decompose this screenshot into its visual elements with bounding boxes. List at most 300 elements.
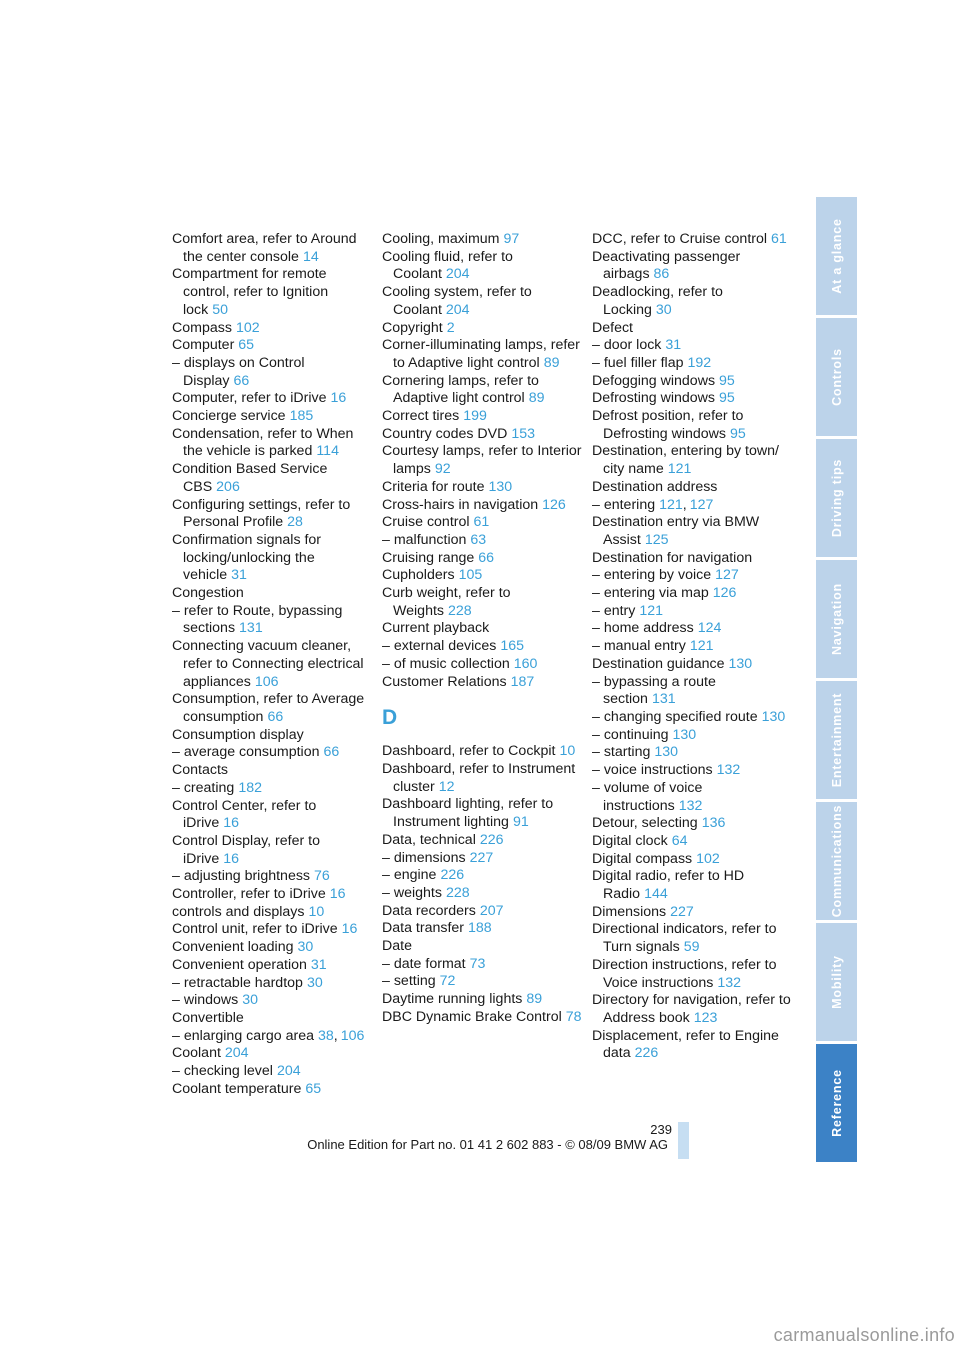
page-link[interactable]: 102 [235, 319, 260, 336]
index-entry-text: Configuring settings, refer to Personal Profile [172, 496, 351, 531]
index-entry-text: Corner-illuminating lamps, refer to Adaptive light control [382, 337, 580, 371]
index-entry [382, 920, 582, 938]
page-link[interactable]: 31 [665, 337, 682, 354]
tab-mobility[interactable] [816, 923, 857, 1041]
page-link[interactable]: 130 [761, 708, 786, 725]
index-entry-text: Control Center, refer to iDrive [172, 797, 317, 832]
index-entry [592, 284, 792, 319]
index-entry [172, 939, 372, 957]
page-link[interactable]: 14 [302, 248, 319, 265]
index-entry-text: Computer, refer to iDrive [172, 390, 327, 407]
page-link[interactable]: 10 [308, 903, 325, 920]
page-link[interactable]: 10 [559, 743, 576, 760]
index-entry [172, 744, 372, 762]
page-link[interactable]: 61 [771, 231, 787, 247]
index-entry-text: – malfunction [382, 531, 467, 548]
index-entry-text: Coolant [172, 1045, 221, 1062]
index-entry [172, 798, 372, 833]
index-entry-text: – average consumption [172, 744, 320, 761]
index-entry [382, 408, 582, 426]
page-link[interactable]: 127 [715, 567, 739, 584]
page-link[interactable]: 132 [678, 797, 703, 814]
page-link[interactable]: 126 [712, 585, 737, 602]
index-entry [172, 1063, 372, 1081]
page-link[interactable]: 31 [231, 567, 247, 584]
tab-label: Communications [829, 804, 844, 918]
index-entry-text: Control Display, refer to iDrive [172, 832, 320, 867]
index-entry [592, 868, 792, 903]
page-link[interactable]: 61 [473, 514, 490, 531]
index-entry [172, 1081, 372, 1099]
index-entry [172, 408, 372, 426]
page-link[interactable]: 132 [716, 762, 741, 779]
index-entry-text: Cooling system, refer to Coolant [382, 284, 532, 318]
index-entry [382, 638, 582, 656]
page-link[interactable]: 95 [719, 372, 735, 389]
index-entry-text: Cooling fluid, refer to Coolant [382, 248, 513, 283]
tab-label: Entertainment [829, 692, 844, 788]
page-link[interactable]: 121 [667, 461, 692, 478]
page-link[interactable]: 121 [659, 496, 683, 513]
index-entry-text: Destination entry via BMW Assist [592, 514, 760, 548]
index-column-3 [592, 231, 792, 1063]
tab-label: At a glance [829, 218, 844, 294]
index-entry [592, 904, 792, 922]
index-entry-text: Destination address [592, 478, 718, 495]
index-entry-text: – voice instructions [592, 762, 713, 779]
index-entry [172, 957, 372, 975]
page-link[interactable]: 165 [500, 638, 525, 655]
page-link[interactable]: 130 [672, 726, 697, 743]
index-entry-text: Current playback [382, 620, 490, 637]
index-entry-text: Connecting vacuum cleaner, refer to Connecting electrical appliances [172, 638, 364, 690]
index-entry-text: Direction instructions, refer to Voice instructions [592, 956, 777, 991]
page-link[interactable]: 127 [689, 496, 714, 513]
index-entry [382, 850, 582, 868]
index-entry [382, 674, 582, 692]
page-link[interactable]: 187 [510, 673, 535, 690]
index-entry [592, 709, 792, 727]
page-link[interactable]: 228 [448, 602, 472, 619]
index-entry-text: Congestion [172, 585, 244, 602]
index-entry [172, 320, 372, 338]
index-entry-text: – entry [592, 602, 636, 619]
index-entry [172, 1010, 372, 1028]
index-entry [382, 973, 582, 991]
index-entry-text: – continuing [592, 726, 669, 743]
page-link[interactable]: 227 [469, 849, 494, 866]
index-entry-text: Control unit, refer to iDrive [172, 921, 338, 938]
index-entry-text: Cruise control [382, 514, 470, 531]
index-entry [382, 832, 582, 850]
tab-driving-tips[interactable] [816, 439, 857, 557]
index-entry [382, 1009, 582, 1027]
tab-label: Controls [829, 348, 844, 406]
index-entry [592, 443, 792, 478]
index-entry-text: Computer [172, 337, 235, 354]
index-column-2 [382, 231, 582, 1027]
index-entry [592, 337, 792, 355]
tab-navigation[interactable] [816, 560, 857, 678]
page-link[interactable]: 106 [340, 1027, 365, 1044]
index-entry [382, 956, 582, 974]
index-entry [592, 744, 792, 762]
index-entry-text: Consumption, refer to Average consumption [172, 691, 365, 725]
index-entry [172, 1045, 372, 1063]
page-link[interactable]: 65 [305, 1080, 322, 1097]
page-link[interactable]: 73 [469, 955, 486, 972]
index-entry [592, 727, 792, 745]
tab-controls[interactable] [816, 318, 857, 436]
index-entry-text: – creating [172, 779, 235, 796]
index-entry-text: – manual entry [592, 638, 686, 655]
index-entry-text: Digital compass [592, 850, 693, 867]
index-column-1 [172, 231, 372, 1098]
index-entry [382, 532, 582, 550]
page-link[interactable]: 76 [314, 868, 330, 885]
index-entry-text: Defrosting windows [592, 390, 716, 407]
watermark: carmanualsonline.info [773, 1325, 955, 1345]
index-entry [592, 833, 792, 851]
page-link[interactable]: 30 [297, 939, 314, 956]
index-entry-text: – windows [172, 992, 239, 1009]
page-link[interactable]: 207 [479, 902, 504, 919]
index-entry [172, 355, 372, 390]
page-link[interactable]: 125 [644, 531, 669, 548]
page-link[interactable]: 126 [542, 496, 566, 513]
index-entry [592, 992, 792, 1027]
index-entry [382, 284, 582, 319]
index-entry [172, 975, 372, 993]
index-entry [172, 762, 372, 780]
page-link[interactable]: 123 [693, 1009, 718, 1026]
index-entry [172, 691, 372, 726]
index-entry [172, 868, 372, 886]
page-link[interactable]: 78 [565, 1008, 582, 1025]
index-entry [382, 514, 582, 532]
page-link[interactable]: 2 [446, 319, 455, 336]
page-link[interactable]: 16 [223, 815, 240, 832]
index-entry [382, 938, 582, 956]
index-entry-text: – changing specified route [592, 708, 758, 725]
index-entry [592, 620, 792, 638]
index-entry-text: Directional indicators, refer to Turn signals [592, 921, 777, 956]
page-link[interactable]: 121 [639, 602, 664, 619]
page-link[interactable]: 16 [341, 921, 358, 938]
index-entry-text: Destination, entering by town/ city name [592, 443, 779, 478]
index-entry-text: Condensation, refer to When the vehicle is parked [172, 425, 354, 460]
index-entry [382, 320, 582, 338]
index-entry-text: DCC, refer to Cruise control [592, 231, 768, 247]
index-entry [592, 851, 792, 869]
index-entry [172, 461, 372, 496]
page-link[interactable]: 124 [697, 620, 722, 637]
index-entry [592, 1028, 792, 1063]
index-entry [172, 904, 372, 922]
index-entry-text: Dashboard, refer to Cockpit [382, 743, 556, 760]
tab-label: Navigation [829, 583, 844, 655]
index-entry: – entering 121, 127 [592, 496, 714, 513]
index-entry-text: Controller, refer to iDrive [172, 886, 326, 903]
page-link[interactable]: 130 [728, 655, 753, 672]
index-entry [382, 585, 582, 620]
index-entry-text: – home address [592, 620, 694, 637]
page-link[interactable]: 86 [653, 266, 670, 283]
index-entry-text: Comfort area, refer to Around the center console [172, 231, 357, 265]
index-entry-text: Country codes DVD [382, 425, 508, 442]
page-link[interactable]: 97 [503, 231, 520, 247]
index-entry-text: Defrost position, refer to Defrosting windows [592, 408, 744, 442]
page-link[interactable]: 30 [306, 974, 323, 991]
index-entry-text: Data, technical [382, 831, 476, 848]
page-link[interactable]: 185 [289, 408, 314, 425]
page-link[interactable]: 66 [323, 744, 340, 761]
index-letter-heading: D [382, 706, 398, 730]
page-link[interactable]: 50 [212, 301, 229, 318]
index-entry-text: – displays on Control Display [172, 354, 305, 389]
index-entry-text: – date format [382, 955, 466, 972]
section-tabs [816, 197, 857, 1165]
page-link[interactable]: 206 [216, 478, 240, 495]
tab-entertainment[interactable] [816, 681, 857, 799]
index-entry-text: – checking level [172, 1063, 273, 1080]
index-entry [592, 656, 792, 674]
index-entry [592, 585, 792, 603]
page-link[interactable]: 16 [329, 886, 346, 903]
page-link[interactable]: 95 [730, 425, 746, 442]
page-link[interactable]: 63 [470, 531, 487, 548]
index-entry-text: – entering by voice [592, 567, 712, 584]
index-entry [172, 532, 372, 585]
index-entry-text: – enlarging cargo area [172, 1027, 314, 1044]
page-link[interactable]: 160 [513, 655, 538, 672]
index-entry [592, 638, 792, 656]
page-link[interactable]: 226 [634, 1045, 659, 1062]
page-link[interactable]: 130 [654, 744, 679, 761]
page-link[interactable]: 114 [316, 443, 339, 460]
page-link[interactable]: 105 [458, 567, 483, 584]
index-entry [172, 603, 372, 638]
index-entry-text: Data recorders [382, 902, 476, 919]
index-entry [382, 761, 582, 796]
index-entry-text: Detour, selecting [592, 815, 698, 832]
page-link[interactable]: 204 [224, 1045, 249, 1062]
page-link[interactable]: 89 [543, 354, 560, 371]
page-link[interactable]: 144 [644, 886, 668, 903]
index-entry [592, 567, 792, 585]
index-entry [592, 408, 792, 443]
page-link[interactable]: 182 [238, 779, 262, 796]
page-link[interactable]: 95 [719, 390, 735, 407]
page-link[interactable]: 64 [671, 832, 688, 849]
index-entry-text: Cupholders [382, 567, 455, 584]
index-entry-text: – retractable hardtop [172, 974, 303, 991]
index-entry-text: – adjusting brightness [172, 868, 311, 885]
page-link[interactable]: 65 [238, 337, 255, 354]
index-entry-text: Displacement, refer to Engine data [592, 1027, 779, 1062]
index-entry-text: – bypassing a route section [592, 673, 716, 708]
page-link[interactable]: 204 [276, 1063, 301, 1080]
index-entry-text: Date [382, 938, 412, 955]
page-link[interactable]: 228 [445, 884, 470, 901]
index-entry-text: – volume of voice instructions [592, 779, 703, 814]
page-link[interactable]: 132 [717, 974, 742, 991]
page-link[interactable]: 66 [478, 549, 495, 566]
index-entry [592, 921, 792, 956]
page-link[interactable]: 106 [254, 673, 279, 690]
index-entry-text: – starting [592, 744, 651, 761]
page-link[interactable]: 12 [438, 778, 455, 795]
index-entry [172, 390, 372, 408]
page-link[interactable]: 91 [512, 814, 529, 831]
page-link[interactable]: 227 [670, 903, 694, 920]
page-link[interactable]: 131 [239, 620, 263, 637]
index-entry-text: Data transfer [382, 920, 465, 937]
tab-label: Reference [829, 1069, 844, 1137]
index-entry [592, 320, 792, 338]
index-entry-text: Cross-hairs in navigation [382, 496, 539, 513]
index-entry [172, 992, 372, 1010]
index-entry-text: Confirmation signals for locking/unlocking the vehicle [172, 531, 322, 584]
index-entry [382, 443, 582, 478]
page-link[interactable]: 31 [310, 956, 327, 973]
page-link[interactable]: 66 [233, 372, 250, 389]
index-entry [592, 373, 792, 391]
page-link[interactable]: 38 [317, 1027, 334, 1044]
index-entry [382, 249, 582, 284]
page-link[interactable]: 226 [440, 867, 465, 884]
index-entry [382, 903, 582, 921]
index-entry-text: controls and displays [172, 903, 305, 920]
index-entry: – enlarging cargo area 38, 106 [172, 1027, 365, 1044]
index-entry-text: Customer Relations [382, 673, 507, 690]
index-entry [592, 762, 792, 780]
index-entry-text: – door lock [592, 337, 662, 354]
index-entry-text: Daytime running lights [382, 991, 523, 1008]
page-link[interactable]: 66 [267, 708, 284, 725]
index-entry-text: Cornering lamps, refer to Adaptive light control [382, 372, 539, 407]
page-link[interactable]: 16 [330, 390, 347, 407]
index-entry-text: Compartment for remote control, refer to Ignition lock [172, 266, 329, 318]
page-link[interactable]: 131 [651, 691, 676, 708]
page-link[interactable]: 30 [655, 301, 672, 318]
index-entry-text: Digital clock [592, 832, 668, 849]
page-link[interactable]: 30 [242, 992, 259, 1009]
index-entry-text: Deadlocking, refer to Locking [592, 284, 723, 318]
tab-at-a-glance[interactable] [816, 197, 857, 315]
index-entry [172, 638, 372, 691]
index-entry-text: Concierge service [172, 408, 286, 425]
index-entry [172, 231, 372, 266]
page-link[interactable]: 59 [683, 939, 700, 956]
page-link[interactable]: 153 [511, 425, 536, 442]
page-link[interactable]: 92 [434, 461, 451, 478]
index-entry-text: Condition Based Service CBS [172, 461, 328, 495]
page-link[interactable]: 199 [463, 408, 487, 425]
index-entry-text: – fuel filler flap [592, 354, 684, 371]
page-link[interactable]: 204 [445, 266, 470, 283]
index-entry-text: – dimensions [382, 849, 466, 866]
page-number: 239 [650, 1122, 672, 1137]
index-entry [592, 674, 792, 709]
index-entry-text: Digital radio, refer to HD Radio [592, 868, 745, 903]
index-entry [172, 426, 372, 461]
index-entry [382, 620, 582, 638]
index-entry-text: – entering via map [592, 585, 709, 602]
index-entry [382, 991, 582, 1009]
index-entry-text: – weights [382, 884, 442, 901]
page-link[interactable]: 16 [223, 850, 240, 867]
page-marker-bar [678, 1122, 689, 1159]
index-entry-text: Copyright [382, 319, 443, 336]
footer-edition: Online Edition for Part no. 01 41 2 602 883 - © 08/09 BMW AG [307, 1137, 668, 1152]
index-entry [382, 426, 582, 444]
index-entry-text: – refer to Route, bypassing sections [172, 602, 343, 637]
index-entry-text: Deactivating passenger airbags [592, 248, 741, 283]
index-entry-text: DBC Dynamic Brake Control [382, 1008, 562, 1025]
index-entry [382, 479, 582, 497]
index-entry-text: Consumption display [172, 726, 304, 743]
index-entry [172, 921, 372, 939]
page-link[interactable]: 136 [701, 815, 726, 832]
page-link[interactable]: 89 [528, 390, 545, 407]
tab-communications[interactable] [816, 802, 857, 920]
page-link[interactable]: 192 [687, 354, 712, 371]
index-entry-text: Convenient operation [172, 956, 307, 973]
index-entry [382, 567, 582, 585]
page-link[interactable]: 204 [445, 301, 470, 318]
page-link[interactable]: 89 [526, 991, 543, 1008]
index-entry [592, 231, 792, 249]
page-link[interactable]: 121 [689, 638, 714, 655]
page-link[interactable]: 102 [696, 850, 720, 867]
index-entry-text: – external devices [382, 638, 497, 655]
page-link[interactable]: 130 [488, 478, 513, 495]
index-entry [592, 780, 792, 815]
page-link[interactable]: 226 [479, 831, 504, 848]
index-entry [382, 337, 582, 372]
index-entry-text: – engine [382, 867, 437, 884]
index-entry [592, 957, 792, 992]
tab-reference[interactable] [816, 1044, 857, 1162]
index-entry-text: – entering [592, 496, 656, 513]
index-entry [172, 886, 372, 904]
index-entry-text: Defect [592, 319, 634, 336]
page-link[interactable]: 28 [287, 514, 303, 531]
index-entry-text: Curb weight, refer to Weights [382, 585, 511, 619]
index-entry-text: Compass [172, 319, 232, 336]
index-entry [382, 231, 582, 249]
index-entry [172, 585, 372, 603]
index-entry [592, 550, 792, 568]
index-entry-text: – setting [382, 973, 436, 990]
index-entry [172, 497, 372, 532]
index-entry-text: Directory for navigation, refer to Address book [592, 992, 791, 1026]
index-entry [592, 249, 792, 284]
index-entry [382, 550, 582, 568]
index-entry-text: Convenient loading [172, 939, 294, 956]
index-entry-text: Courtesy lamps, refer to Interior lamps [382, 443, 582, 478]
index-entry [592, 479, 792, 497]
page-link[interactable]: 72 [439, 973, 456, 990]
page-link[interactable]: 188 [468, 920, 492, 937]
index-entry-text: Coolant temperature [172, 1080, 302, 1097]
index-entry [382, 743, 582, 761]
index-entry-text: Cooling, maximum [382, 231, 500, 247]
index-entry-text: Correct tires [382, 408, 460, 425]
index-entry-text: Destination guidance [592, 655, 725, 672]
index-entry [382, 885, 582, 903]
